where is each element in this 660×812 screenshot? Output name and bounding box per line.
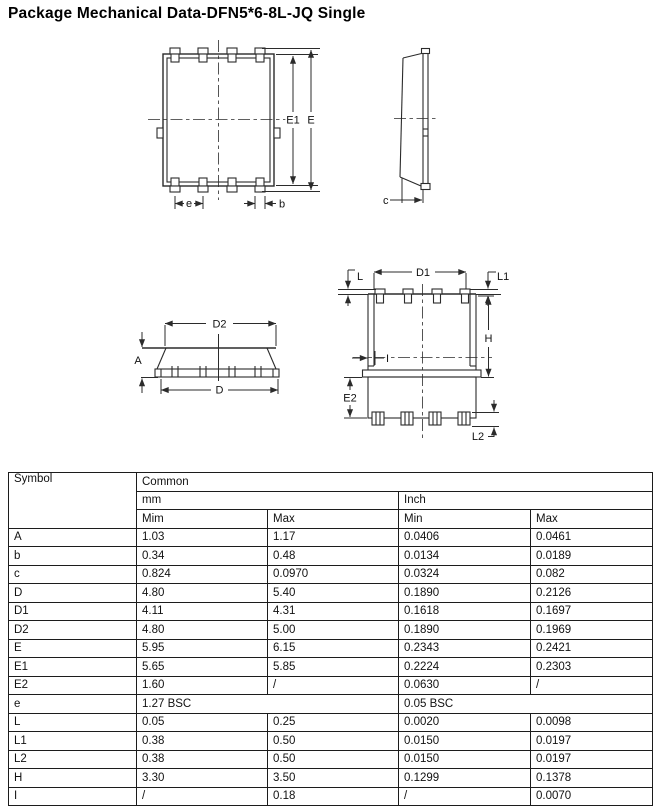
front-view-pin-ticks — [172, 366, 261, 377]
side-view — [383, 49, 437, 208]
header-common: Common — [137, 473, 653, 492]
value-cell: 0.0150 — [399, 732, 531, 751]
symbol-cell: L2 — [9, 750, 137, 769]
value-cell: 4.80 — [137, 584, 268, 603]
value-cell: / — [137, 787, 268, 806]
value-cell: / — [399, 787, 531, 806]
dim-label-L2: L2 — [471, 431, 485, 443]
dim-label-b: b — [279, 198, 286, 211]
value-cell: 0.0098 — [531, 713, 653, 732]
dim-label-E: E — [307, 114, 315, 127]
value-cell: 0.48 — [268, 547, 399, 566]
dim-label-D1: D1 — [415, 267, 431, 279]
header-mm-min: Mim — [137, 510, 268, 529]
value-cell: 6.15 — [268, 639, 399, 658]
value-cell: 0.0406 — [399, 528, 531, 547]
value-cell: 0.38 — [137, 732, 268, 751]
top-view-pins-top — [170, 48, 265, 62]
value-cell: 0.18 — [268, 787, 399, 806]
table-row — [9, 658, 653, 677]
value-cell: 1.27 BSC — [137, 695, 399, 714]
header-inch: Inch — [399, 491, 653, 510]
value-cell: 0.2224 — [399, 658, 531, 677]
table-row — [9, 621, 653, 640]
header-symbol: Symbol — [9, 473, 137, 529]
dim-label-A: A — [134, 355, 142, 367]
front-view — [134, 319, 279, 397]
table-row — [9, 750, 653, 769]
value-cell: 5.40 — [268, 584, 399, 603]
value-cell: 0.50 — [268, 750, 399, 769]
dim-label-I: I — [386, 353, 390, 365]
value-cell: 0.0461 — [531, 528, 653, 547]
value-cell: 1.03 — [137, 528, 268, 547]
value-cell: 0.0197 — [531, 750, 653, 769]
value-cell: 4.31 — [268, 602, 399, 621]
value-cell: 0.05 — [137, 713, 268, 732]
header-mm: mm — [137, 491, 399, 510]
value-cell: 0.2421 — [531, 639, 653, 658]
value-cell: 0.1697 — [531, 602, 653, 621]
value-cell: 0.34 — [137, 547, 268, 566]
mechanical-drawings — [0, 30, 660, 465]
table-row — [9, 602, 653, 621]
dim-label-H: H — [484, 333, 493, 345]
dim-label-E1: E1 — [286, 114, 300, 127]
value-cell: 3.30 — [137, 769, 268, 788]
value-cell: 0.824 — [137, 565, 268, 584]
page-title: Package Mechanical Data-DFN5*6-8L-JQ Single — [8, 5, 366, 22]
value-cell: 0.25 — [268, 713, 399, 732]
value-cell: 0.50 — [268, 732, 399, 751]
value-cell: 0.082 — [531, 565, 653, 584]
value-cell: / — [268, 676, 399, 695]
symbol-cell: E — [9, 639, 137, 658]
top-view — [148, 40, 320, 211]
value-cell: 4.11 — [137, 602, 268, 621]
symbol-cell: L — [9, 713, 137, 732]
table-row — [9, 676, 653, 695]
value-cell: 0.1969 — [531, 621, 653, 640]
table-row — [9, 584, 653, 603]
value-cell: 0.1299 — [399, 769, 531, 788]
value-cell: 0.38 — [137, 750, 268, 769]
table-row — [9, 787, 653, 806]
value-cell: 0.1618 — [399, 602, 531, 621]
table-row — [9, 732, 653, 751]
bottom-view — [338, 267, 509, 443]
table-row — [9, 565, 653, 584]
value-cell: 0.2343 — [399, 639, 531, 658]
symbol-cell: H — [9, 769, 137, 788]
value-cell: 5.00 — [268, 621, 399, 640]
top-view-pins-bottom — [170, 178, 265, 192]
value-cell: 0.0324 — [399, 565, 531, 584]
dim-label-L1: L1 — [497, 271, 510, 283]
dimensions-table — [8, 472, 653, 806]
value-cell: 0.0189 — [531, 547, 653, 566]
dim-label-D: D — [215, 384, 224, 397]
symbol-cell: c — [9, 565, 137, 584]
value-cell: 5.85 — [268, 658, 399, 677]
value-cell: 4.80 — [137, 621, 268, 640]
value-cell: 0.2126 — [531, 584, 653, 603]
value-cell: 0.1890 — [399, 584, 531, 603]
symbol-cell: e — [9, 695, 137, 714]
table-header-row — [9, 473, 653, 492]
value-cell: / — [531, 676, 653, 695]
symbol-cell: D — [9, 584, 137, 603]
symbol-cell: D2 — [9, 621, 137, 640]
dim-label-D2: D2 — [212, 318, 227, 331]
dim-label-E2: E2 — [343, 392, 357, 405]
table-row — [9, 713, 653, 732]
table-row — [9, 639, 653, 658]
symbol-cell: A — [9, 528, 137, 547]
value-cell: 1.60 — [137, 676, 268, 695]
symbol-cell: E2 — [9, 676, 137, 695]
value-cell: 5.95 — [137, 639, 268, 658]
header-inch-max: Max — [531, 510, 653, 529]
value-cell: 0.0070 — [531, 787, 653, 806]
value-cell: 0.0197 — [531, 732, 653, 751]
value-cell: 0.0020 — [399, 713, 531, 732]
dim-label-c: c — [383, 195, 389, 207]
symbol-cell: E1 — [9, 658, 137, 677]
value-cell: 0.0630 — [399, 676, 531, 695]
value-cell: 5.65 — [137, 658, 268, 677]
value-cell: 0.2303 — [531, 658, 653, 677]
value-cell: 0.1890 — [399, 621, 531, 640]
symbol-cell: D1 — [9, 602, 137, 621]
symbol-cell: b — [9, 547, 137, 566]
dim-label-L: L — [357, 271, 364, 283]
value-cell: 0.0970 — [268, 565, 399, 584]
header-mm-max: Max — [268, 510, 399, 529]
symbol-cell: L1 — [9, 732, 137, 751]
dim-label-e: e — [185, 198, 193, 210]
table-row — [9, 769, 653, 788]
value-cell: 0.05 BSC — [399, 695, 653, 714]
value-cell: 0.1378 — [531, 769, 653, 788]
value-cell: 0.0150 — [399, 750, 531, 769]
value-cell: 3.50 — [268, 769, 399, 788]
header-inch-min: Min — [399, 510, 531, 529]
table-row — [9, 695, 653, 714]
symbol-cell: I — [9, 787, 137, 806]
value-cell: 0.0134 — [399, 547, 531, 566]
table-row — [9, 547, 653, 566]
value-cell: 1.17 — [268, 528, 399, 547]
table-row — [9, 528, 653, 547]
